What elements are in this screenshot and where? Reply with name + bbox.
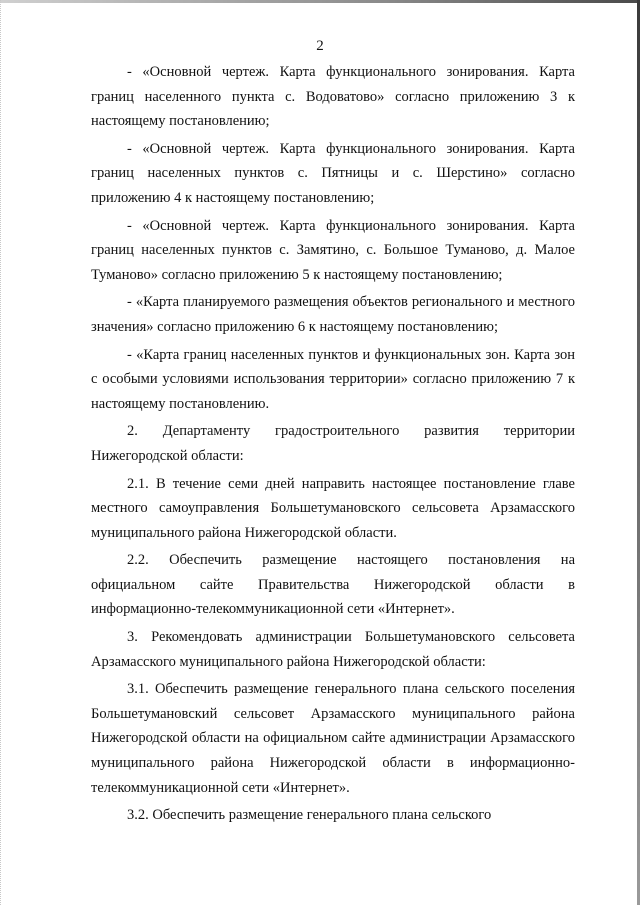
paragraph-appendix-7: - «Карта границ населенных пунктов и функциональных зон. Карта зон с особыми условиями использования территории» согласно приложению 7 к настоящему постановлению. — [91, 346, 575, 412]
paragraph-appendix-3: - «Основной чертеж. Карта функционального зонирования. Карта границ населенного пункта с. Водоватово» согласно приложению 3 к настоящему постановлению; — [91, 64, 575, 130]
paragraph-item-3-1: 3.1. Обеспечить размещение генерального плана сельского поселения Большетумановский сельсовет Арзамасского муниципального района Нижегородской области на официальном сайте администрации Арзамасского муниципального района Нижегородской области в информационно-телекоммуникационной сети «Интернет». — [91, 681, 575, 796]
paragraph-item-3: 3. Рекомендовать администрации Большетумановского сельсовета Арзамасского муниципального района Нижегородской области: — [91, 629, 575, 670]
document-body — [91, 60, 575, 828]
paragraph-item-2-1: 2.1. В течение семи дней направить настоящее постановление главе местного самоуправления Большетумановского сельсовета Арзамасского муниципального района Нижегородской области. — [91, 475, 575, 541]
paragraph-item-2-2: 2.2. Обеспечить размещение настоящего постановления на официальном сайте Правительства Нижегородской области в информационно-телекоммуникационной сети «Интернет». — [91, 552, 575, 618]
paragraph-item-3-2: 3.2. Обеспечить размещение генерального плана сельского — [127, 807, 492, 824]
paragraph-appendix-6: - «Карта планируемого размещения объектов регионального и местного значения» согласно приложению 6 к настоящему постановлению; — [91, 294, 575, 335]
scan-edge-left — [0, 0, 2, 905]
page-number: 2 — [316, 38, 324, 54]
scan-edge-top — [0, 0, 640, 3]
paragraph-appendix-5: - «Основной чертеж. Карта функционального зонирования. Карта границ населенных пунктов с. Замятино, с. Большое Туманово, д. Малое Туманово» согласно приложению 5 к настоящему постановлению; — [91, 217, 575, 283]
paragraph-appendix-4: - «Основной чертеж. Карта функционального зонирования. Карта границ населенных пунктов с. Пятницы и с. Шерстино» согласно приложению 4 к настоящему постановлению; — [91, 140, 575, 206]
paragraph-item-2: 2. Департаменту градостроительного развития территории Нижегородской области: — [91, 423, 575, 464]
